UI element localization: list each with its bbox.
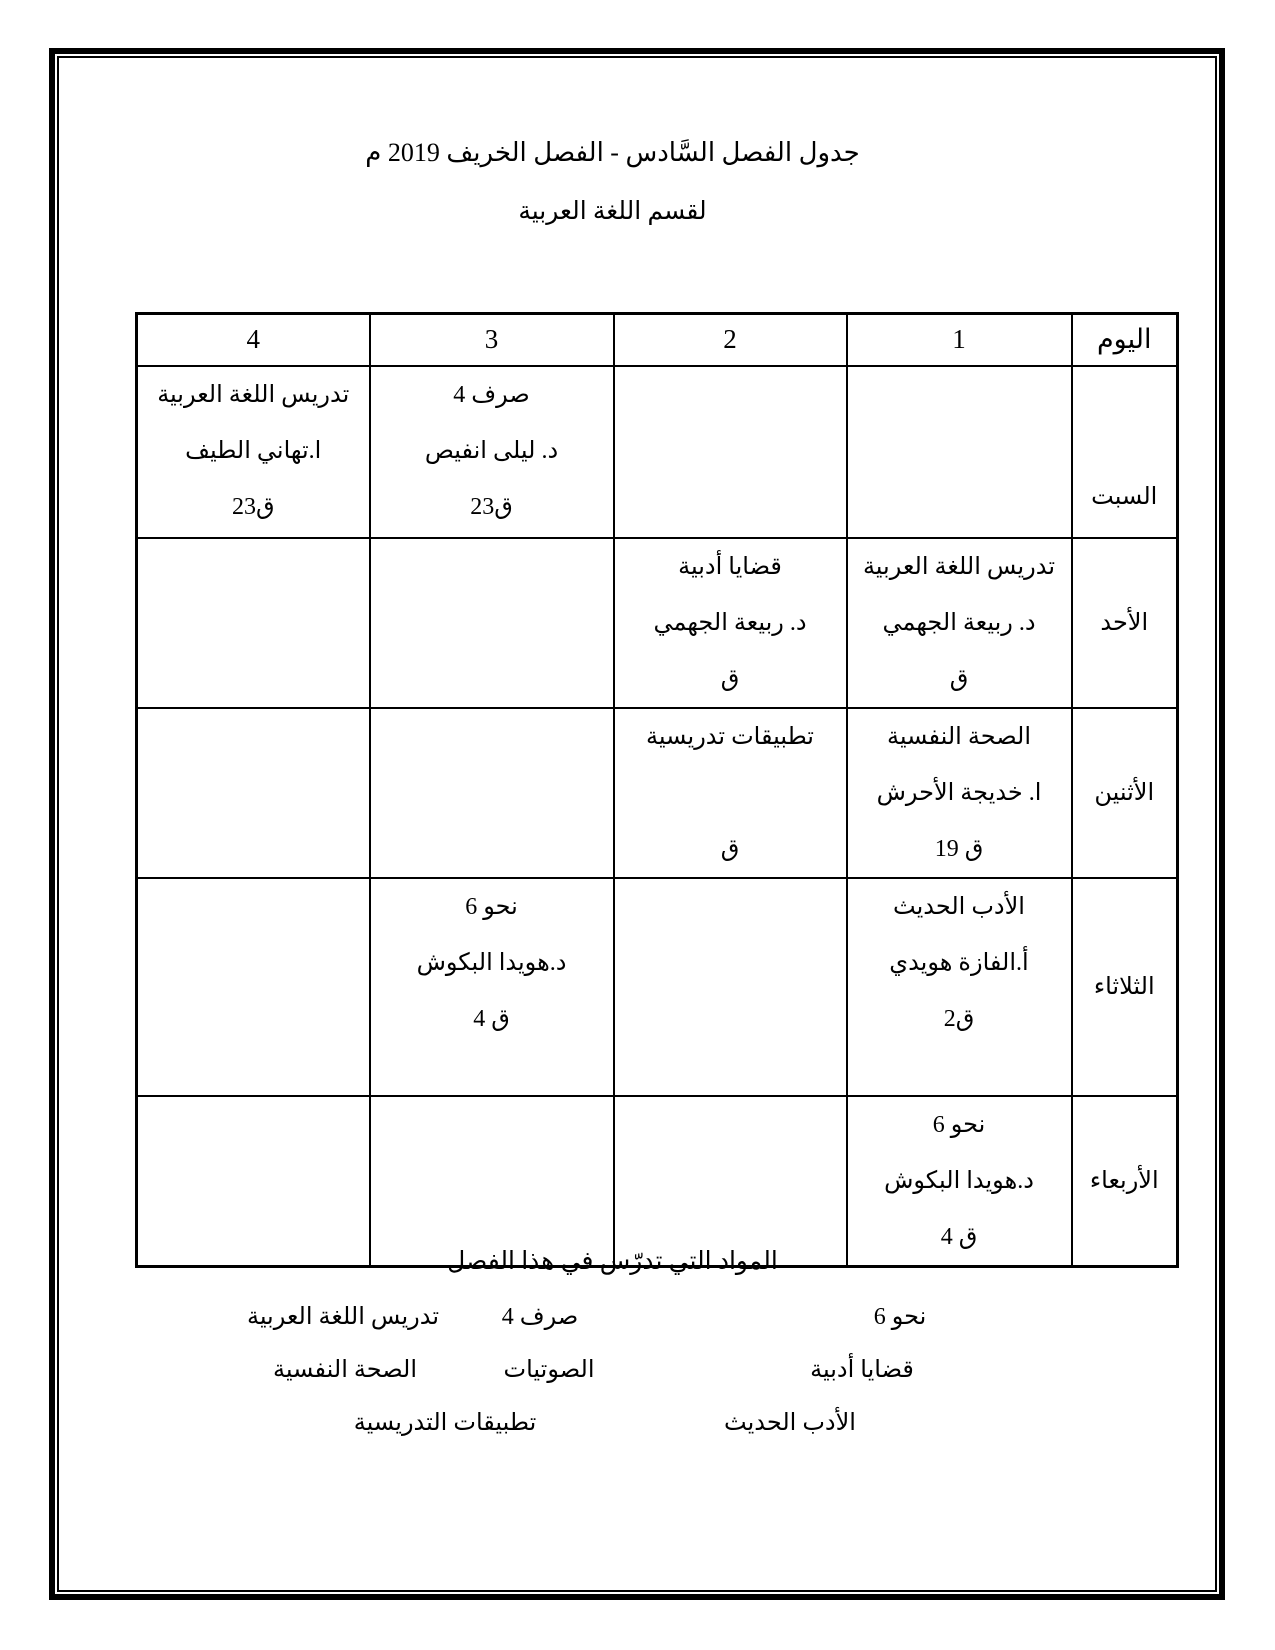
cell-saturday-p1 [847, 366, 1072, 538]
subjects-list-title: المواد التي تدرّس في هذا الفصل [447, 1248, 778, 1275]
cell-wednesday-p3 [370, 1096, 614, 1267]
cell-line [138, 595, 369, 651]
cell-sunday-p1 [847, 538, 1072, 708]
subject-sarf: صرف 4 [501, 1304, 579, 1330]
period-header-4: 4 [137, 314, 370, 366]
subject-adab-hadith: الأدب الحديث [724, 1410, 856, 1436]
cell-tuesday-p3 [370, 878, 614, 1096]
cell-wednesday-p4 [137, 1096, 370, 1267]
room-label: ق2 [943, 1005, 975, 1032]
cell-monday-p2 [614, 708, 847, 878]
cell-line [138, 1097, 369, 1153]
cell-tuesday-p4 [137, 878, 370, 1096]
course-name: نحو 6 [465, 893, 518, 920]
day-label-sunday: الأحد [1072, 538, 1178, 708]
cell-line [138, 709, 369, 765]
cell-line [615, 991, 846, 1047]
cell-line [371, 595, 613, 651]
period-header-1: 1 [847, 314, 1072, 366]
cell-line [615, 367, 846, 423]
cell-tuesday-p1 [847, 878, 1072, 1096]
cell-line [138, 765, 369, 821]
subject-qadaya: قضايا أدبية [810, 1357, 914, 1383]
cell-sunday-p2 [614, 538, 847, 708]
course-name: قضايا أدبية [678, 553, 782, 580]
subject-tatbiqat: تطبيقات التدريسية [353, 1410, 537, 1436]
schedule-row-wednesday [137, 1096, 1178, 1267]
cell-line [615, 1153, 846, 1209]
day-label-saturday: السبت [1072, 366, 1178, 538]
schedule-row-saturday [137, 366, 1178, 538]
cell-sunday-p4 [137, 538, 370, 708]
cell-line [848, 479, 1071, 535]
cell-line [615, 935, 846, 991]
cell-line [371, 539, 613, 595]
cell-wednesday-p1 [847, 1096, 1072, 1267]
teacher-name: د. ربيعة الجهمي [653, 609, 807, 636]
course-name: الصحة النفسية [886, 723, 1032, 750]
day-column-header: اليوم [1072, 314, 1178, 366]
cell-line [615, 479, 846, 535]
course-name: الأدب الحديث [893, 893, 1025, 920]
cell-sunday-p3 [370, 538, 614, 708]
course-name: نحو 6 [932, 1111, 986, 1138]
room-label: ق 19 [934, 835, 984, 862]
cell-line [138, 991, 369, 1047]
cell-line [138, 539, 369, 595]
cell-saturday-p2 [614, 366, 847, 538]
cell-line [138, 935, 369, 991]
room-label: ق [720, 835, 740, 862]
room-label: ق [720, 665, 740, 692]
cell-line [371, 1097, 613, 1153]
cell-line [615, 765, 846, 821]
cell-line [615, 1097, 846, 1153]
period-header-3: 3 [370, 314, 614, 366]
course-name: تدريس اللغة العربية [862, 553, 1056, 580]
day-label-tuesday: الثلاثاء [1072, 878, 1178, 1096]
cell-line [138, 1153, 369, 1209]
cell-line [371, 765, 613, 821]
schedule-row-sunday [137, 538, 1178, 708]
subject-siha-nafsiya: الصحة النفسية [272, 1357, 418, 1383]
period-header-2: 2 [614, 314, 847, 366]
cell-line [371, 651, 613, 707]
cell-line [848, 423, 1071, 479]
cell-line [615, 879, 846, 935]
cell-tuesday-p2 [614, 878, 847, 1096]
document-title: جدول الفصل السَّادس - الفصل الخريف 2019 م [365, 138, 860, 167]
subject-tadris-arabic: تدريس اللغة العربية [246, 1304, 440, 1330]
teacher-name: ا. خديجة الأحرش [876, 779, 1042, 806]
day-label-wednesday: الأربعاء [1072, 1096, 1178, 1267]
schedule-row-monday [137, 708, 1178, 878]
teacher-name: ا.تهاني الطيف [185, 437, 322, 464]
teacher-name: د. ربيعة الجهمي [882, 609, 1036, 636]
course-name: صرف 4 [453, 381, 530, 408]
teacher-name: د.هويدا البكوش [884, 1167, 1034, 1194]
course-name: تدريس اللغة العربية [157, 381, 350, 408]
cell-monday-p4 [137, 708, 370, 878]
document-subtitle: لقسم اللغة العربية [518, 198, 707, 225]
room-label: ق 4 [473, 1005, 510, 1032]
teacher-name: د. ليلى انفيص [424, 437, 559, 464]
room-label: ق23 [470, 493, 513, 520]
cell-line [371, 1153, 613, 1209]
table-header-row [137, 314, 1178, 366]
cell-line [848, 367, 1071, 423]
room-label: ق23 [231, 493, 275, 520]
schedule-row-tuesday [137, 878, 1178, 1096]
subject-nahw: نحو 6 [873, 1304, 927, 1330]
cell-line [615, 423, 846, 479]
teacher-name: د.هويدا البكوش [416, 949, 567, 976]
cell-saturday-p4 [137, 366, 370, 538]
room-label: ق [949, 665, 969, 692]
teacher-name: أ.الفازة هويدي [889, 949, 1029, 976]
course-name: تطبيقات تدريسية [646, 723, 814, 750]
cell-saturday-p3 [370, 366, 614, 538]
schedule-table [135, 312, 1179, 1268]
cell-monday-p3 [370, 708, 614, 878]
cell-monday-p1 [847, 708, 1072, 878]
room-label: ق 4 [940, 1223, 978, 1250]
cell-line [371, 821, 613, 877]
cell-line [138, 821, 369, 877]
cell-wednesday-p2 [614, 1096, 847, 1267]
day-label-monday: الأثنين [1072, 708, 1178, 878]
cell-line [371, 709, 613, 765]
cell-line [138, 879, 369, 935]
subject-sawtiyat: الصوتيات [503, 1357, 595, 1383]
cell-line [138, 651, 369, 707]
